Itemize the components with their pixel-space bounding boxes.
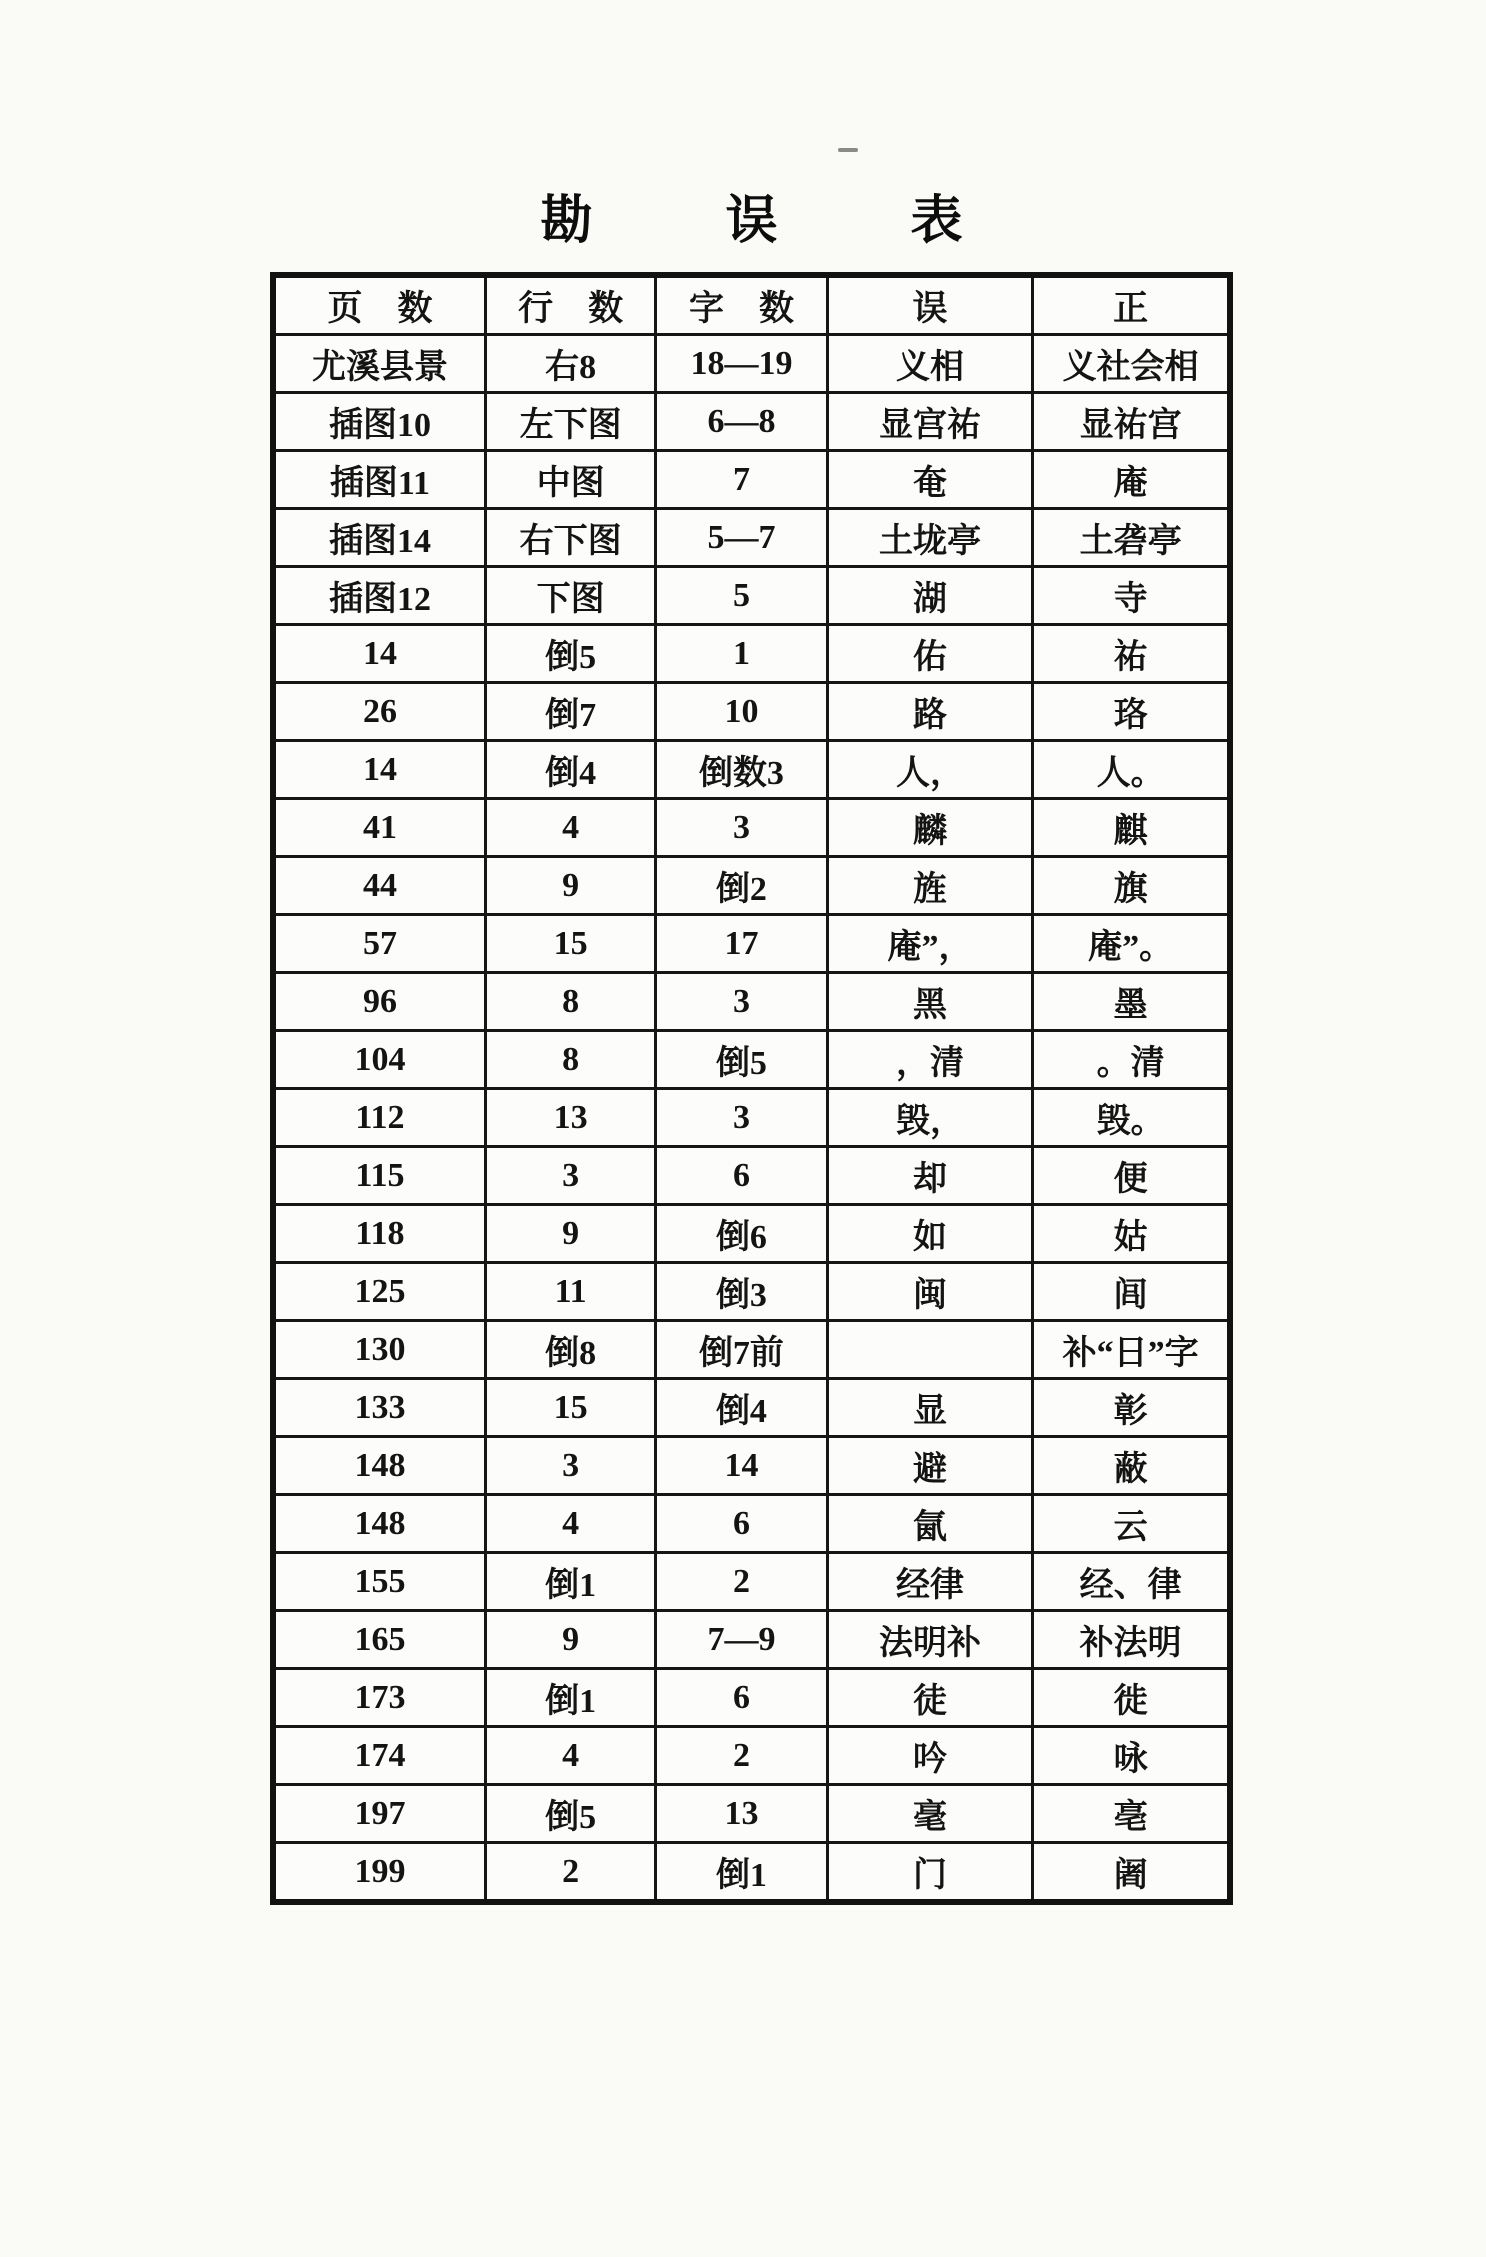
cell-wrong: 显: [827, 1379, 1033, 1437]
cell-correct: 珞: [1033, 683, 1230, 741]
cell-page: 插图10: [273, 393, 485, 451]
cell-line: 9: [485, 1611, 655, 1669]
cell-line: 9: [485, 1205, 655, 1263]
cell-char: 倒4: [656, 1379, 827, 1437]
table-row: [273, 451, 1230, 509]
table-row: [273, 1321, 1230, 1379]
cell-wrong: 佑: [827, 625, 1033, 683]
cell-correct: 寺: [1033, 567, 1230, 625]
cell-line: 11: [485, 1263, 655, 1321]
cell-correct: 麒: [1033, 799, 1230, 857]
table-row: [273, 625, 1230, 683]
cell-line: 8: [485, 1031, 655, 1089]
cell-correct: 补法明: [1033, 1611, 1230, 1669]
cell-char: 7—9: [656, 1611, 827, 1669]
cell-char: 3: [656, 973, 827, 1031]
header-row: [273, 275, 1230, 335]
cell-page: 104: [273, 1031, 485, 1089]
cell-correct: 义社会相: [1033, 335, 1230, 393]
cell-line: 8: [485, 973, 655, 1031]
column-header-page: 页 数: [273, 275, 485, 335]
table-row: [273, 1147, 1230, 1205]
cell-line: 4: [485, 1495, 655, 1553]
table-row: [273, 335, 1230, 393]
cell-correct: 姑: [1033, 1205, 1230, 1263]
cell-char: 倒5: [656, 1031, 827, 1089]
cell-wrong: [827, 1321, 1033, 1379]
cell-page: 148: [273, 1495, 485, 1553]
cell-char: 1: [656, 625, 827, 683]
cell-wrong: 门: [827, 1843, 1033, 1903]
cell-wrong: 氤: [827, 1495, 1033, 1553]
table-row: [273, 509, 1230, 567]
cell-line: 13: [485, 1089, 655, 1147]
table-row: [273, 1495, 1230, 1553]
cell-char: 2: [656, 1553, 827, 1611]
cell-page: 148: [273, 1437, 485, 1495]
cell-char: 倒7前: [656, 1321, 827, 1379]
table-row: [273, 1669, 1230, 1727]
cell-correct: 徙: [1033, 1669, 1230, 1727]
table-row: [273, 1089, 1230, 1147]
cell-page: 118: [273, 1205, 485, 1263]
cell-wrong: 麟: [827, 799, 1033, 857]
cell-char: 17: [656, 915, 827, 973]
column-header-char: 字 数: [656, 275, 827, 335]
cell-correct: 闾: [1033, 1263, 1230, 1321]
cell-wrong: 人，: [827, 741, 1033, 799]
page-title: 勘 误 表: [540, 193, 1023, 250]
cell-page: 112: [273, 1089, 485, 1147]
table-row: [273, 1785, 1230, 1843]
table-row: [273, 1843, 1230, 1903]
cell-line: 15: [485, 1379, 655, 1437]
cell-char: 13: [656, 1785, 827, 1843]
cell-char: 倒2: [656, 857, 827, 915]
cell-line: 下图: [485, 567, 655, 625]
table-row: [273, 393, 1230, 451]
cell-line: 倒5: [485, 625, 655, 683]
cell-page: 41: [273, 799, 485, 857]
cell-page: 26: [273, 683, 485, 741]
errata-table-body: [273, 335, 1230, 1903]
cell-char: 3: [656, 1089, 827, 1147]
cell-correct: 土砻亭: [1033, 509, 1230, 567]
cell-wrong: 毁，: [827, 1089, 1033, 1147]
column-header-line: 行 数: [485, 275, 655, 335]
cell-wrong: 避: [827, 1437, 1033, 1495]
cell-wrong: 吟: [827, 1727, 1033, 1785]
cell-correct: 庵”。: [1033, 915, 1230, 973]
cell-char: 2: [656, 1727, 827, 1785]
table-row: [273, 1553, 1230, 1611]
cell-page: 125: [273, 1263, 485, 1321]
errata-table: [270, 272, 1233, 1905]
cell-char: 6: [656, 1495, 827, 1553]
cell-wrong: 奄: [827, 451, 1033, 509]
cell-wrong: 旌: [827, 857, 1033, 915]
cell-correct: 云: [1033, 1495, 1230, 1553]
cell-correct: 蔽: [1033, 1437, 1230, 1495]
cell-char: 6—8: [656, 393, 827, 451]
cell-wrong: 法明补: [827, 1611, 1033, 1669]
cell-correct: 补“日”字: [1033, 1321, 1230, 1379]
cell-line: 4: [485, 799, 655, 857]
cell-wrong: ，清: [827, 1031, 1033, 1089]
cell-char: 14: [656, 1437, 827, 1495]
cell-char: 7: [656, 451, 827, 509]
cell-correct: 毁。: [1033, 1089, 1230, 1147]
cell-correct: 便: [1033, 1147, 1230, 1205]
column-header-correct: 正: [1033, 275, 1230, 335]
cell-line: 倒4: [485, 741, 655, 799]
cell-wrong: 显宫祐: [827, 393, 1033, 451]
cell-correct: 咏: [1033, 1727, 1230, 1785]
cell-line: 倒7: [485, 683, 655, 741]
table-row: [273, 1205, 1230, 1263]
table-row: [273, 1437, 1230, 1495]
cell-correct: 墨: [1033, 973, 1230, 1031]
cell-line: 倒5: [485, 1785, 655, 1843]
table-row: [273, 741, 1230, 799]
table-row: [273, 1611, 1230, 1669]
cell-correct: 阇: [1033, 1843, 1230, 1903]
cell-correct: 经、律: [1033, 1553, 1230, 1611]
cell-correct: 显祐宫: [1033, 393, 1230, 451]
cell-char: 18—19: [656, 335, 827, 393]
cell-page: 尤溪县景: [273, 335, 485, 393]
cell-char: 5—7: [656, 509, 827, 567]
table-row: [273, 1379, 1230, 1437]
cell-line: 4: [485, 1727, 655, 1785]
table-row: [273, 683, 1230, 741]
cell-page: 57: [273, 915, 485, 973]
cell-correct: 彰: [1033, 1379, 1230, 1437]
cell-char: 倒1: [656, 1843, 827, 1903]
cell-page: 174: [273, 1727, 485, 1785]
cell-wrong: 毫: [827, 1785, 1033, 1843]
cell-char: 5: [656, 567, 827, 625]
cell-char: 10: [656, 683, 827, 741]
table-row: [273, 1727, 1230, 1785]
cell-correct: 祐: [1033, 625, 1230, 683]
cell-line: 右8: [485, 335, 655, 393]
cell-char: 6: [656, 1147, 827, 1205]
cell-line: 3: [485, 1147, 655, 1205]
cell-line: 中图: [485, 451, 655, 509]
table-row: [273, 799, 1230, 857]
cell-correct: 亳: [1033, 1785, 1230, 1843]
cell-wrong: 黑: [827, 973, 1033, 1031]
cell-page: 插图14: [273, 509, 485, 567]
cell-line: 9: [485, 857, 655, 915]
cell-page: 133: [273, 1379, 485, 1437]
cell-char: 6: [656, 1669, 827, 1727]
cell-char: 倒6: [656, 1205, 827, 1263]
cell-wrong: 义相: [827, 335, 1033, 393]
cell-wrong: 经律: [827, 1553, 1033, 1611]
cell-correct: 人。: [1033, 741, 1230, 799]
cell-correct: 庵: [1033, 451, 1230, 509]
cell-page: 165: [273, 1611, 485, 1669]
errata-table-header: [273, 275, 1230, 335]
cell-page: 44: [273, 857, 485, 915]
cell-page: 155: [273, 1553, 485, 1611]
cell-wrong: 土垅亭: [827, 509, 1033, 567]
cell-page: 插图12: [273, 567, 485, 625]
cell-wrong: 徒: [827, 1669, 1033, 1727]
table-row: [273, 915, 1230, 973]
cell-char: 倒3: [656, 1263, 827, 1321]
table-row: [273, 1031, 1230, 1089]
cell-page: 14: [273, 625, 485, 683]
cell-page: 14: [273, 741, 485, 799]
cell-page: 130: [273, 1321, 485, 1379]
cell-line: 倒8: [485, 1321, 655, 1379]
cell-page: 197: [273, 1785, 485, 1843]
cell-line: 倒1: [485, 1553, 655, 1611]
cell-wrong: 闽: [827, 1263, 1033, 1321]
table-row: [273, 857, 1230, 915]
table-row: [273, 1263, 1230, 1321]
cell-wrong: 路: [827, 683, 1033, 741]
cell-page: 96: [273, 973, 485, 1031]
cell-line: 右下图: [485, 509, 655, 567]
cell-wrong: 却: [827, 1147, 1033, 1205]
cell-line: 3: [485, 1437, 655, 1495]
cell-wrong: 庵”，: [827, 915, 1033, 973]
cell-correct: 。清: [1033, 1031, 1230, 1089]
column-header-wrong: 误: [827, 275, 1033, 335]
cell-wrong: 湖: [827, 567, 1033, 625]
cell-line: 15: [485, 915, 655, 973]
cell-line: 左下图: [485, 393, 655, 451]
scan-artifact-mark: [838, 148, 858, 152]
cell-char: 倒数3: [656, 741, 827, 799]
cell-page: 插图11: [273, 451, 485, 509]
cell-line: 2: [485, 1843, 655, 1903]
table-row: [273, 567, 1230, 625]
cell-char: 3: [656, 799, 827, 857]
cell-correct: 旗: [1033, 857, 1230, 915]
cell-wrong: 如: [827, 1205, 1033, 1263]
cell-line: 倒1: [485, 1669, 655, 1727]
cell-page: 173: [273, 1669, 485, 1727]
table-row: [273, 973, 1230, 1031]
cell-page: 115: [273, 1147, 485, 1205]
cell-page: 199: [273, 1843, 485, 1903]
